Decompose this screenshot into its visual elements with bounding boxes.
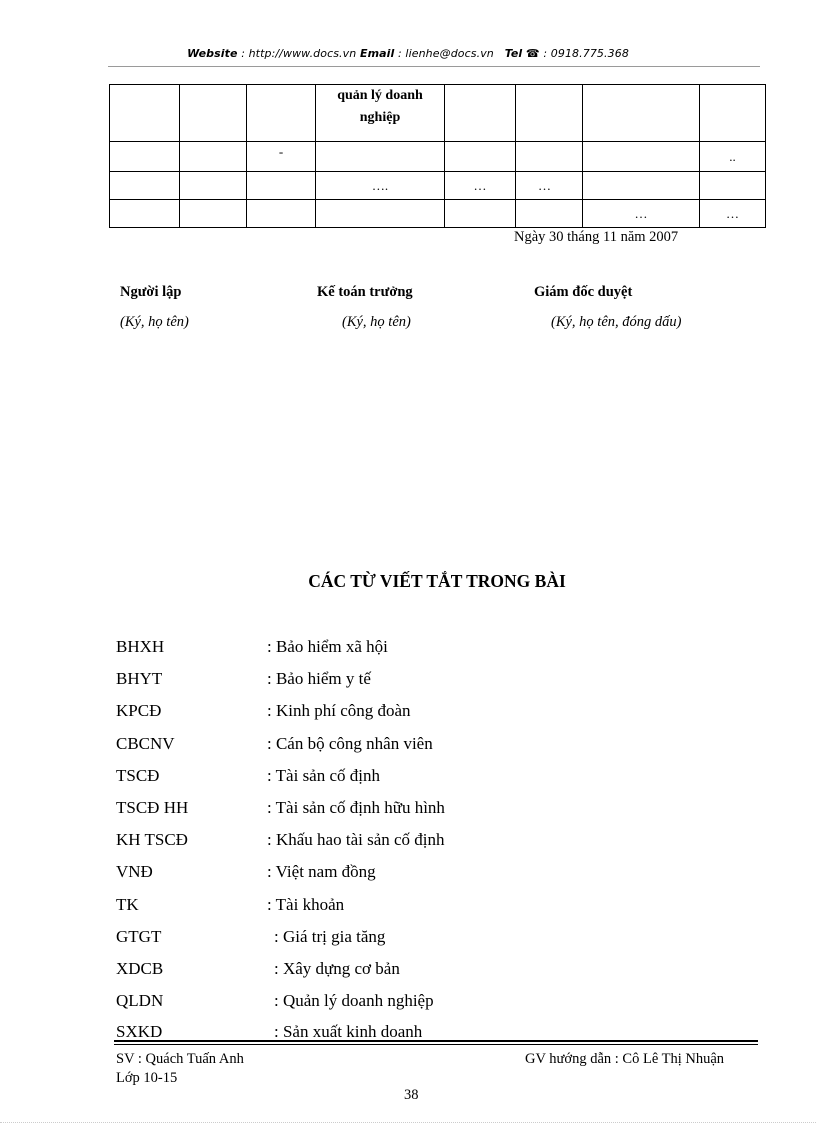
table-row [110,172,766,200]
table-cell [110,172,180,200]
abbreviation-term: TSCĐ HH [116,798,189,817]
abbreviation-term: GTGT [116,927,162,946]
abbreviation-definition: : Cán bộ công nhân viên [267,734,433,753]
abbreviation-definition: : Sản xuất kinh doanh [274,1022,423,1041]
table-cell [110,85,180,142]
table-cell [583,142,700,172]
footer-class: Lớp 10-15 [116,1070,178,1086]
signature-title-chief-accountant: Kế toán trưởng [317,284,413,300]
table-cell [516,142,583,172]
tel-value: : 0918.775.368 [543,47,629,60]
signature-title-preparer: Người lập [120,284,182,300]
table-cell [316,142,445,172]
abbreviation-term: BHYT [116,669,163,688]
table-cell [583,85,700,142]
table-cell [247,85,316,142]
table-cell [516,85,583,142]
abbreviation-definition: : Kinh phí công đoàn [267,701,411,720]
table-cell [316,200,445,228]
table-cell [110,200,180,228]
table-cell: .. [700,142,766,172]
table-cell: - [247,142,316,172]
page-header [0,47,816,60]
section-title: CÁC TỪ VIẾT TẮT TRONG BÀI [308,571,566,591]
abbreviation-term: CBCNV [116,734,175,753]
signature-note-director: (Ký, họ tên, đóng dấu) [551,314,682,330]
abbreviation-term: KH TSCĐ [116,830,188,849]
abbreviation-definition: : Tài khoản [267,895,345,914]
table-cell [110,142,180,172]
abbreviation-definition: : Tài sản cố định [267,766,380,785]
table-cell [445,142,516,172]
table-row [110,142,766,172]
header-divider [108,66,760,67]
signature-title-director: Giám đốc duyệt [534,284,633,300]
page-number: 38 [404,1087,419,1103]
abbreviation-term: QLDN [116,991,164,1010]
table-cell [516,200,583,228]
table-cell: … [445,172,516,200]
table-cell [583,172,700,200]
abbreviation-term: BHXH [116,637,165,656]
abbreviation-definition: : Bảo hiểm y tế [267,669,371,688]
abbreviation-term: KPCĐ [116,701,162,720]
signature-note-preparer: (Ký, họ tên) [120,314,189,330]
abbreviation-definition: : Giá trị gia tăng [274,927,386,946]
footer-student: SV : Quách Tuấn Anh [116,1051,244,1067]
table-cell: … [700,200,766,228]
table-cell [180,200,247,228]
table-cell [180,85,247,142]
table-cell: … [583,200,700,228]
footer-divider [114,1040,758,1042]
table-cell [247,172,316,200]
abbreviation-definition: : Quản lý doanh nghiệp [274,991,434,1010]
table-cell [247,200,316,228]
abbreviation-term: TSCĐ [116,766,160,785]
table-cell: …. [316,172,445,200]
abbreviation-definition: : Việt nam đồng [267,862,376,881]
table-cell: … [516,172,583,200]
footer-teacher: GV hướng dẫn : Cô Lê Thị Nhuận [525,1051,725,1067]
table-cell: quản lý doanh nghiệp [316,85,445,142]
table-cell [700,172,766,200]
abbreviation-term: VNĐ [116,862,153,881]
table-cell [180,142,247,172]
abbreviation-definition: : Xây dựng cơ bản [274,959,400,978]
email-label: Email [359,47,395,60]
footer-divider-thin [114,1044,758,1045]
table-row [110,85,766,142]
table-cell [700,85,766,142]
signature-note-chief-accountant: (Ký, họ tên) [342,314,411,330]
abbreviation-definition: : Khấu hao tài sản cố định [267,830,445,849]
email-value: : lienhe@docs.vn [398,47,494,60]
table-cell [445,85,516,142]
abbreviation-term: SXKD [116,1022,163,1041]
website-label: Website [187,47,238,60]
table-row [110,200,766,228]
date-line: Ngày 30 tháng 11 năm 2007 [514,229,679,245]
abbreviation-definition: : Bảo hiểm xã hội [267,637,388,656]
website-value: : http://www.docs.vn [241,47,357,60]
tel-label: Tel [504,47,523,60]
table-cell [180,172,247,200]
phone-icon: ☎ [525,47,540,60]
abbreviation-term: XDCB [116,959,164,978]
abbreviation-definition: : Tài sản cố định hữu hình [267,798,445,817]
data-table [109,84,766,228]
table-cell [445,200,516,228]
abbreviation-term: TK [116,895,139,914]
